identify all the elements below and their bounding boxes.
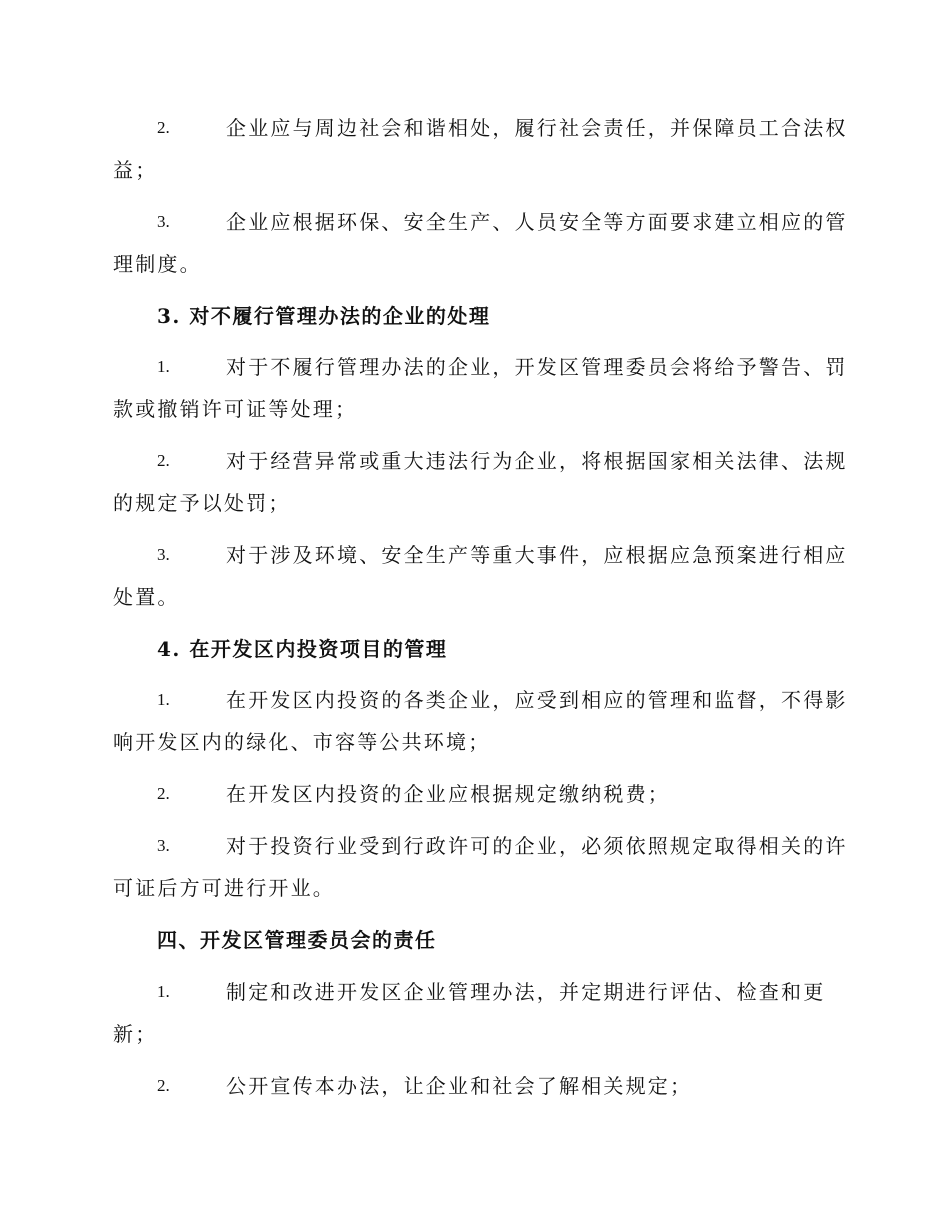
- list-item-text-continued: 款或撤销许可证等处理；: [113, 397, 358, 421]
- list-item-number: 3.: [157, 212, 170, 231]
- section-heading: 四、开发区管理委员会的责任: [157, 928, 437, 952]
- list-item-text: 在开发区内投资的各类企业，应受到相应的管理和监督，不得影: [226, 688, 848, 712]
- list-item-number: 1.: [157, 982, 170, 1001]
- list-item-text: 对于不履行管理办法的企业，开发区管理委员会将给予警告、罚: [226, 355, 848, 379]
- list-item-text: 对于经营异常或重大违法行为企业，将根据国家相关法律、法规: [226, 449, 848, 473]
- list-item-text: 制定和改进开发区企业管理办法，并定期进行评估、检查和更: [226, 980, 826, 1004]
- list-item-text: 企业应与周边社会和谐相处，履行社会责任，并保障员工合法权: [226, 116, 848, 140]
- list-item-number: 2.: [157, 1076, 170, 1095]
- section-heading: 3. 对不履行管理办法的企业的处理: [157, 304, 491, 328]
- list-item-number: 1.: [157, 690, 170, 709]
- list-item-text-continued: 可证后方可进行开业。: [113, 876, 335, 900]
- list-item-text: 对于投资行业受到行政许可的企业，必须依照规定取得相关的许: [226, 834, 848, 858]
- list-item-number: 2.: [157, 118, 170, 137]
- list-item-number: 3.: [157, 836, 170, 855]
- list-item-text-continued: 理制度。: [113, 252, 202, 276]
- list-item-text: 在开发区内投资的企业应根据规定缴纳税费；: [226, 782, 670, 806]
- list-item-text: 公开宣传本办法，让企业和社会了解相关规定；: [226, 1074, 693, 1098]
- list-item-number: 2.: [157, 451, 170, 470]
- list-item-text-continued: 响开发区内的绿化、市容等公共环境；: [113, 730, 491, 754]
- section-heading: 4. 在开发区内投资项目的管理: [157, 637, 448, 661]
- list-item-text-continued: 处置。: [113, 585, 180, 609]
- list-item-number: 1.: [157, 357, 170, 376]
- list-item-text-continued: 的规定予以处罚；: [113, 491, 291, 515]
- list-item-text-continued: 益；: [113, 158, 158, 182]
- list-item-number: 2.: [157, 784, 170, 803]
- list-item-text: 企业应根据环保、安全生产、人员安全等方面要求建立相应的管: [226, 210, 848, 234]
- list-item-number: 3.: [157, 545, 170, 564]
- list-item-text-continued: 新；: [113, 1022, 158, 1046]
- list-item-text: 对于涉及环境、安全生产等重大事件，应根据应急预案进行相应: [226, 543, 848, 567]
